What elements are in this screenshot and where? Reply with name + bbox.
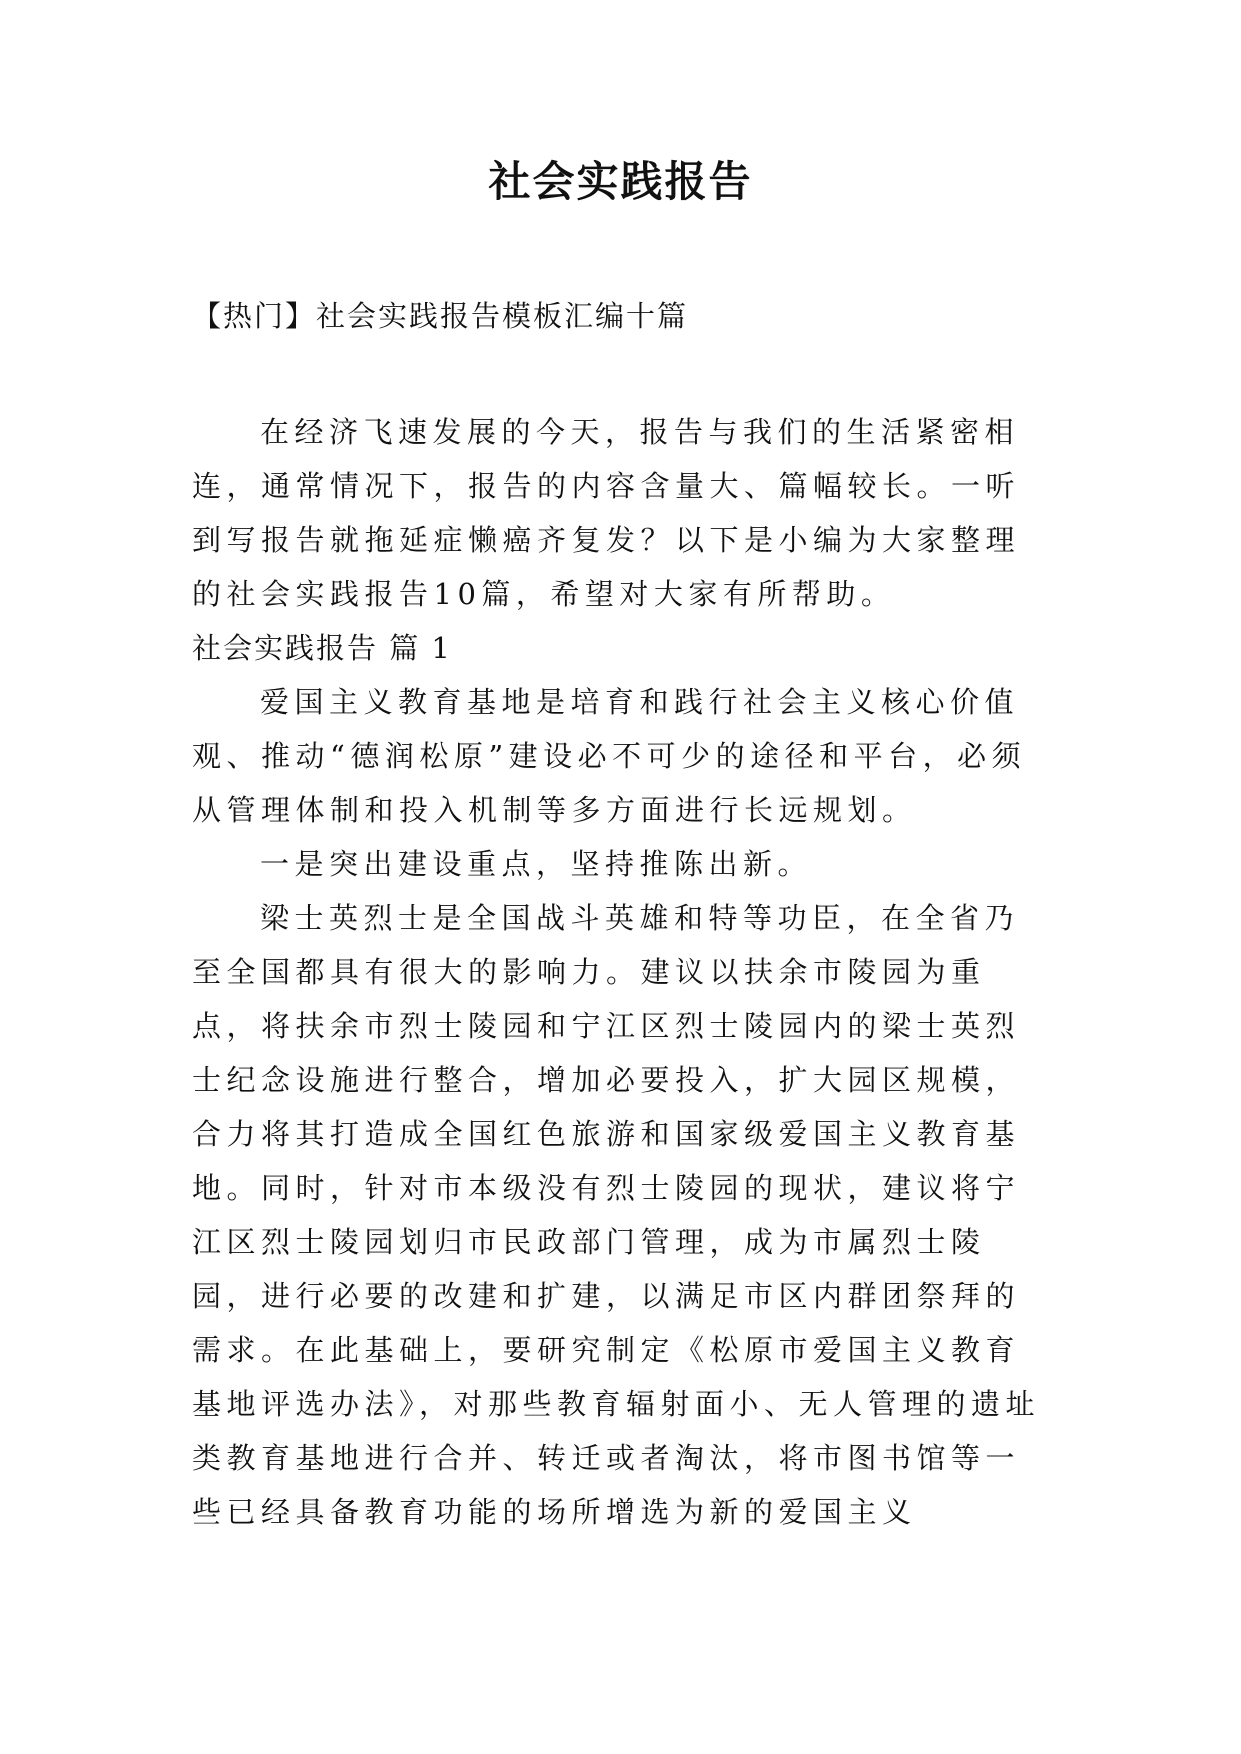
section-heading: 社会实践报告 篇 1: [192, 631, 452, 665]
document-body: [192, 405, 1052, 1539]
intro-paragraph: 在经济飞速发展的今天，报告与我们的生活紧密相连，通常情况下，报告的内容含量大、篇幅较长。一听到写报告就拖延症懒癌齐复发？以下是小编为大家整理的社会实践报告10篇，希望对大家有所帮助。: [192, 415, 1021, 611]
body-paragraph: 梁士英烈士是全国战斗英雄和特等功臣，在全省乃至全国都具有很大的影响力。建议以扶余市陵园为重点，将扶余市烈士陵园和宁江区烈士陵园内的梁士英烈士纪念设施进行整合，增加必要投入，扩大园区规模，合力将其打造成全国红色旅游和国家级爱国主义教育基地。同时，针对市本级没有烈士陵园的现状，建议将宁江区烈士陵园划归市民政部门管理，成为市属烈士陵园，进行必要的改建和扩建，以满足市区内群团祭拜的需求。在此基础上，要研究制定《松原市爱国主义教育基地评选办法》，对那些教育辐射面小、无人管理的遗址类教育基地进行合并、转迁或者淘汰，将市图书馆等一些已经具备教育功能的场所增选为新的爱国主义: [192, 901, 1041, 1529]
document-subtitle: 【热门】社会实践报告模板汇编十篇: [192, 299, 689, 333]
document-title: 社会实践报告: [488, 157, 753, 206]
body-paragraph: 爱国主义教育基地是培育和践行社会主义核心价值观、推动“德润松原”建设必不可少的途径和平台，必须从管理体制和投入机制等多方面进行长远规划。: [192, 685, 1027, 827]
body-paragraph: 一是突出建设重点，坚持推陈出新。: [260, 847, 813, 881]
